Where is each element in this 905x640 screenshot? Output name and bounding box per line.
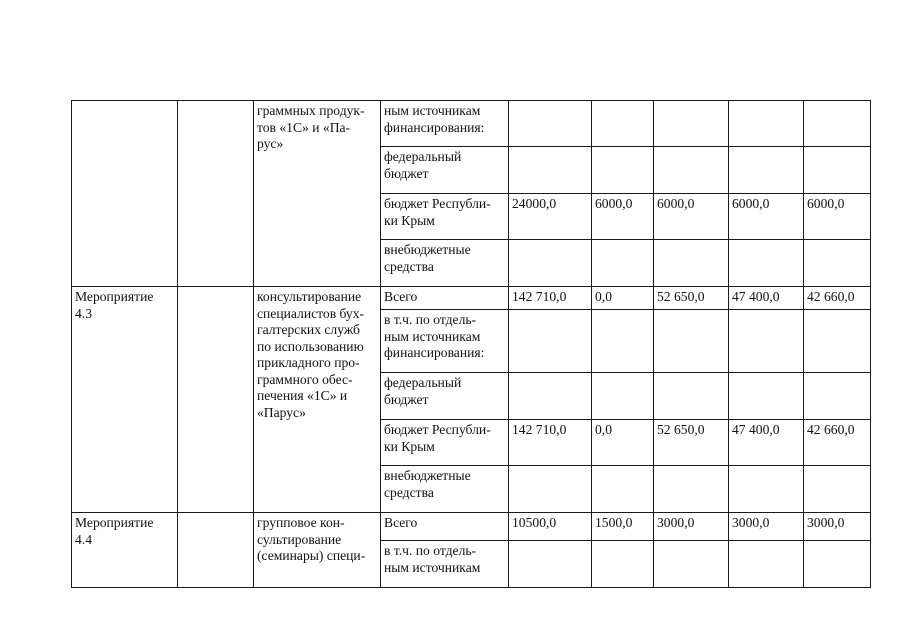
amount-cell: 6000,0 xyxy=(592,194,654,240)
amount-cell: 142 710,0 xyxy=(509,420,592,466)
amount-cell xyxy=(729,466,804,513)
funding-source-cell: бюджет Республи- ки Крым xyxy=(381,420,509,466)
amount-cell xyxy=(804,240,871,287)
table-row xyxy=(72,287,871,310)
amount-cell: 3000,0 xyxy=(654,513,729,541)
event-name-cell: Мероприятие 4.4 xyxy=(72,513,178,588)
table-row xyxy=(72,101,871,147)
amount-cell xyxy=(729,101,804,147)
funding-source-cell: бюджет Республи- ки Крым xyxy=(381,194,509,240)
amount-cell xyxy=(654,240,729,287)
amount-cell xyxy=(592,466,654,513)
table-row xyxy=(72,513,871,541)
amount-cell xyxy=(729,240,804,287)
amount-cell xyxy=(804,101,871,147)
amount-cell xyxy=(509,240,592,287)
amount-cell: 52 650,0 xyxy=(654,420,729,466)
amount-cell: 6000,0 xyxy=(804,194,871,240)
funding-source-cell: федеральный бюджет xyxy=(381,373,509,420)
event-description-cell: граммных продук- тов «1С» и «Па- рус» xyxy=(254,101,381,287)
amount-cell xyxy=(654,541,729,588)
amount-cell: 42 660,0 xyxy=(804,420,871,466)
amount-cell xyxy=(729,373,804,420)
amount-cell xyxy=(592,240,654,287)
amount-cell xyxy=(592,147,654,194)
table-body xyxy=(72,101,871,588)
amount-cell: 42 660,0 xyxy=(804,287,871,310)
amount-cell xyxy=(729,541,804,588)
amount-cell xyxy=(654,101,729,147)
funding-source-cell: Всего xyxy=(381,287,509,310)
amount-cell xyxy=(592,373,654,420)
funding-source-cell: в т.ч. по отдель- ным источникам xyxy=(381,541,509,588)
amount-cell: 3000,0 xyxy=(804,513,871,541)
amount-cell xyxy=(804,466,871,513)
amount-cell xyxy=(654,310,729,373)
amount-cell xyxy=(509,101,592,147)
amount-cell: 3000,0 xyxy=(729,513,804,541)
amount-cell xyxy=(654,466,729,513)
amount-cell: 0,0 xyxy=(592,420,654,466)
amount-cell xyxy=(509,466,592,513)
event-description-cell: консультирование специалистов бух- галтерских служб по использованию прикладного про- граммного обес- печения «1С» и «Парус» xyxy=(254,287,381,513)
amount-cell xyxy=(592,310,654,373)
funding-source-cell: внебюджетные средства xyxy=(381,240,509,287)
executor-cell xyxy=(178,287,254,513)
amount-cell xyxy=(509,310,592,373)
amount-cell xyxy=(729,310,804,373)
funding-source-cell: в т.ч. по отдель- ным источникам финансирования: xyxy=(381,310,509,373)
amount-cell: 0,0 xyxy=(592,287,654,310)
amount-cell xyxy=(592,101,654,147)
amount-cell xyxy=(509,373,592,420)
budget-table xyxy=(71,100,871,588)
amount-cell xyxy=(654,147,729,194)
amount-cell xyxy=(804,541,871,588)
amount-cell: 24000,0 xyxy=(509,194,592,240)
funding-source-cell: федеральный бюджет xyxy=(381,147,509,194)
amount-cell xyxy=(592,541,654,588)
amount-cell: 52 650,0 xyxy=(654,287,729,310)
amount-cell xyxy=(654,373,729,420)
amount-cell: 47 400,0 xyxy=(729,420,804,466)
executor-cell xyxy=(178,101,254,287)
amount-cell: 47 400,0 xyxy=(729,287,804,310)
funding-source-cell: ным источникам финансирования: xyxy=(381,101,509,147)
event-name-cell xyxy=(72,101,178,287)
amount-cell xyxy=(804,147,871,194)
funding-source-cell: Всего xyxy=(381,513,509,541)
event-description-cell: групповое кон- сультирование (семинары) специ- xyxy=(254,513,381,588)
amount-cell: 1500,0 xyxy=(592,513,654,541)
amount-cell: 10500,0 xyxy=(509,513,592,541)
amount-cell: 142 710,0 xyxy=(509,287,592,310)
executor-cell xyxy=(178,513,254,588)
funding-source-cell: внебюджетные средства xyxy=(381,466,509,513)
amount-cell: 6000,0 xyxy=(654,194,729,240)
amount-cell xyxy=(804,373,871,420)
amount-cell: 6000,0 xyxy=(729,194,804,240)
amount-cell xyxy=(804,310,871,373)
amount-cell xyxy=(509,541,592,588)
amount-cell xyxy=(509,147,592,194)
event-name-cell: Мероприятие 4.3 xyxy=(72,287,178,513)
amount-cell xyxy=(729,147,804,194)
